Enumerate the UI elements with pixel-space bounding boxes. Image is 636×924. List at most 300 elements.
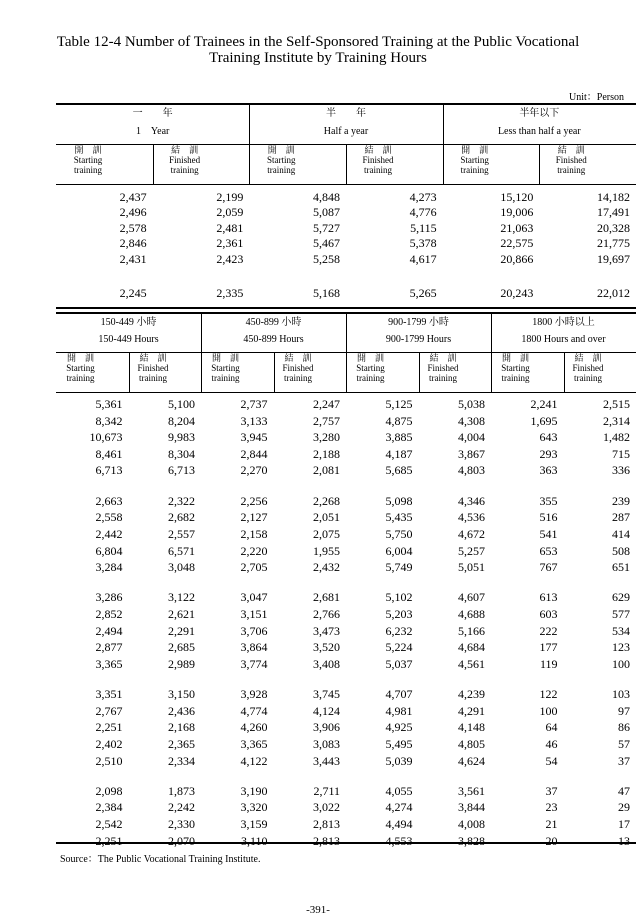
starting-training-header: Starting <box>460 155 489 165</box>
data-cell: 5,749 <box>385 560 413 575</box>
starting-training-header: training <box>501 373 530 383</box>
data-cell: 122 <box>539 687 558 702</box>
data-cell: 4,055 <box>385 783 413 798</box>
data-cell: 21,063 <box>500 220 534 235</box>
data-cell: 3,284 <box>95 560 123 575</box>
finished-training-header: training <box>170 165 199 175</box>
data-cell: 3,443 <box>313 753 340 768</box>
data-cell: 13 <box>618 833 630 848</box>
finished-training-header: training <box>557 165 586 175</box>
data-cell: 2,256 <box>240 493 268 508</box>
data-cell: 3,083 <box>313 736 340 751</box>
starting-training-header: training <box>356 373 385 383</box>
finished-training-header: 結 訓 <box>429 353 457 363</box>
column-divider <box>564 352 565 392</box>
data-cell: 20,328 <box>597 220 630 235</box>
data-cell: 22,575 <box>500 236 534 251</box>
finished-training-header: training <box>428 373 457 383</box>
data-cell: 8,304 <box>168 446 195 461</box>
data-cell: 2,199 <box>216 190 244 204</box>
finished-training-header: training <box>283 373 312 383</box>
data-cell: 2,542 <box>95 817 123 831</box>
data-cell: 2,251 <box>95 833 123 848</box>
data-cell: 4,148 <box>458 720 485 735</box>
data-cell: 123 <box>612 640 630 655</box>
rule-line <box>56 184 636 185</box>
table-title-line2: Training Institute by Training Hours <box>209 50 427 66</box>
data-cell: 4,607 <box>458 590 485 605</box>
data-cell: 23 <box>545 800 558 815</box>
starting-training-header: Starting <box>211 363 240 373</box>
column-divider <box>129 352 130 392</box>
group-header-en: Half a year <box>323 125 369 137</box>
data-cell: 2,432 <box>313 560 340 575</box>
data-cell: 2,220 <box>240 543 268 558</box>
data-cell: 767 <box>539 560 558 575</box>
group-header-en: 150-449 Hours <box>98 334 159 346</box>
column-divider <box>419 352 420 392</box>
data-cell: 6,713 <box>95 463 123 478</box>
data-cell: 3,110 <box>240 833 268 848</box>
data-cell: 5,102 <box>385 590 413 605</box>
starting-training-header: 開 訓 <box>356 353 384 363</box>
data-cell: 4,707 <box>385 687 413 702</box>
data-cell: 21,775 <box>597 236 630 251</box>
data-cell: 4,124 <box>313 703 340 718</box>
data-cell: 5,166 <box>458 623 485 638</box>
data-cell: 2,242 <box>168 800 195 815</box>
data-cell: 6,571 <box>168 543 195 558</box>
column-divider <box>153 144 154 184</box>
data-cell: 4,260 <box>240 720 268 735</box>
data-cell: 643 <box>539 430 558 445</box>
group-header-zh: 150-449 小時 <box>100 316 157 328</box>
data-cell: 577 <box>612 607 630 621</box>
data-cell: 2,877 <box>95 640 123 655</box>
data-cell: 4,805 <box>458 736 485 751</box>
data-cell: 37 <box>618 753 630 768</box>
data-cell: 2,442 <box>95 526 123 541</box>
data-cell: 363 <box>539 463 558 478</box>
data-cell: 2,685 <box>168 640 195 655</box>
data-cell: 2,268 <box>313 493 340 508</box>
data-cell: 9,983 <box>168 430 195 445</box>
data-cell: 4,981 <box>385 703 413 718</box>
data-cell: 2,365 <box>168 736 195 751</box>
data-cell: 3,133 <box>240 413 268 428</box>
data-cell: 2,270 <box>240 463 268 478</box>
group-header-en: Less than half a year <box>497 125 581 137</box>
table-title-line1: Table 12-4 Number of Trainees in the Self-Sponsored Training at the Public Vocational <box>56 34 580 50</box>
group-header-zh: 900-1799 小時 <box>388 316 449 328</box>
data-cell: 3,159 <box>240 817 268 831</box>
data-cell: 355 <box>539 493 558 508</box>
data-cell: 2,127 <box>240 510 268 525</box>
data-cell: 715 <box>612 446 630 461</box>
data-cell: 3,885 <box>385 430 413 445</box>
data-cell: 4,239 <box>458 687 485 702</box>
unit-label: Unit：Person <box>569 92 624 103</box>
data-cell: 239 <box>612 493 630 508</box>
data-cell: 287 <box>612 510 630 525</box>
data-cell: 22,012 <box>597 286 630 300</box>
data-cell: 8,204 <box>168 413 195 428</box>
data-cell: 541 <box>539 526 558 541</box>
data-cell: 2,075 <box>313 526 340 541</box>
data-cell: 1,695 <box>530 413 558 428</box>
data-cell: 5,258 <box>313 251 340 266</box>
starting-training-header: 開 訓 <box>74 145 102 155</box>
starting-training-header: training <box>267 165 296 175</box>
data-cell: 3,122 <box>168 590 195 605</box>
group-header-zh: 1800 小時以上 <box>532 316 595 328</box>
data-cell: 4,774 <box>240 703 268 718</box>
data-cell: 2,241 <box>530 397 558 411</box>
column-divider <box>539 144 540 184</box>
data-cell: 2,557 <box>168 526 195 541</box>
data-cell: 3,150 <box>168 687 195 702</box>
finished-training-header: Finished <box>572 363 604 373</box>
data-cell: 2,846 <box>119 236 147 251</box>
data-cell: 2,705 <box>240 560 268 575</box>
data-cell: 2,384 <box>95 800 123 815</box>
finished-training-header: training <box>573 373 602 383</box>
data-cell: 3,022 <box>313 800 340 815</box>
data-cell: 4,672 <box>458 526 485 541</box>
starting-training-header: training <box>66 373 95 383</box>
rule-line <box>56 307 636 309</box>
data-cell: 2,247 <box>313 397 340 411</box>
data-cell: 5,203 <box>385 607 413 621</box>
data-cell: 4,536 <box>458 510 485 525</box>
data-cell: 2,766 <box>313 607 340 621</box>
page-number: -391- <box>306 904 330 916</box>
data-cell: 508 <box>612 543 630 558</box>
data-cell: 2,361 <box>216 236 244 251</box>
finished-training-header: Finished <box>137 363 169 373</box>
data-cell: 516 <box>539 510 558 525</box>
data-cell: 3,190 <box>240 783 268 798</box>
data-cell: 3,828 <box>458 833 485 848</box>
data-cell: 2,098 <box>95 783 123 798</box>
starting-training-header: Starting <box>267 155 296 165</box>
data-cell: 100 <box>612 656 630 671</box>
group-header-zh: 半年以下 <box>519 107 560 119</box>
data-cell: 3,365 <box>240 736 268 751</box>
finished-training-header: 結 訓 <box>139 353 167 363</box>
data-cell: 2,682 <box>168 510 195 525</box>
data-cell: 2,251 <box>95 720 123 735</box>
data-cell: 2,852 <box>95 607 123 621</box>
data-cell: 5,257 <box>458 543 485 558</box>
data-cell: 651 <box>612 560 630 575</box>
starting-training-header: 開 訓 <box>267 145 295 155</box>
starting-training-header: training <box>460 165 489 175</box>
data-cell: 2,844 <box>240 446 268 461</box>
starting-training-header: 開 訓 <box>66 353 94 363</box>
data-cell: 4,308 <box>458 413 485 428</box>
data-cell: 1,873 <box>168 783 195 798</box>
data-cell: 3,561 <box>458 783 485 798</box>
starting-training-header: Starting <box>501 363 530 373</box>
starting-training-header: training <box>73 165 102 175</box>
data-cell: 20,866 <box>500 251 534 266</box>
data-cell: 653 <box>539 543 558 558</box>
data-cell: 4,187 <box>385 446 413 461</box>
data-cell: 5,087 <box>313 205 340 220</box>
data-cell: 613 <box>539 590 558 605</box>
finished-training-header: 結 訓 <box>557 145 585 155</box>
data-cell: 3,048 <box>168 560 195 575</box>
data-cell: 4,875 <box>385 413 413 428</box>
data-cell: 2,510 <box>95 753 123 768</box>
data-cell: 19,697 <box>597 251 630 266</box>
data-cell: 2,558 <box>95 510 123 525</box>
data-cell: 3,408 <box>313 656 340 671</box>
data-cell: 2,059 <box>216 205 244 220</box>
starting-training-header: 開 訓 <box>211 353 239 363</box>
data-cell: 2,081 <box>313 463 340 478</box>
data-cell: 2,757 <box>313 413 340 428</box>
data-cell: 4,274 <box>385 800 413 815</box>
data-cell: 5,168 <box>313 286 340 300</box>
data-cell: 2,322 <box>168 493 195 508</box>
data-cell: 3,745 <box>313 687 340 702</box>
data-cell: 293 <box>539 446 558 461</box>
starting-training-header: training <box>211 373 240 383</box>
data-cell: 17,491 <box>597 205 630 220</box>
data-cell: 3,320 <box>240 800 268 815</box>
data-cell: 2,402 <box>95 736 123 751</box>
finished-training-header: training <box>138 373 167 383</box>
data-cell: 534 <box>612 623 630 638</box>
data-cell: 20,243 <box>500 286 534 300</box>
data-cell: 2,767 <box>95 703 123 718</box>
data-cell: 5,098 <box>385 493 413 508</box>
data-cell: 47 <box>618 783 630 798</box>
data-cell: 3,945 <box>240 430 268 445</box>
data-cell: 3,365 <box>95 656 123 671</box>
group-header-en: 1 Year <box>135 125 170 137</box>
data-cell: 4,494 <box>385 817 413 831</box>
finished-training-header: 結 訓 <box>171 145 199 155</box>
data-cell: 2,158 <box>240 526 268 541</box>
data-cell: 4,803 <box>458 463 485 478</box>
data-cell: 2,711 <box>313 783 340 798</box>
finished-training-header: training <box>363 165 392 175</box>
group-header-en: 900-1799 Hours <box>385 334 452 346</box>
starting-training-header: Starting <box>356 363 385 373</box>
data-cell: 3,774 <box>240 656 268 671</box>
data-cell: 46 <box>545 736 558 751</box>
data-cell: 2,494 <box>95 623 123 638</box>
starting-training-header: 開 訓 <box>461 145 489 155</box>
data-cell: 14,182 <box>597 190 630 204</box>
data-cell: 4,925 <box>385 720 413 735</box>
data-cell: 29 <box>618 800 630 815</box>
data-cell: 57 <box>618 736 630 751</box>
data-cell: 4,684 <box>458 640 485 655</box>
data-cell: 2,481 <box>216 220 244 235</box>
data-cell: 603 <box>539 607 558 621</box>
data-cell: 1,955 <box>313 543 340 558</box>
data-cell: 2,070 <box>168 833 195 848</box>
finished-training-header: Finished <box>282 363 314 373</box>
data-cell: 6,713 <box>168 463 195 478</box>
data-cell: 2,436 <box>168 703 195 718</box>
data-cell: 5,115 <box>410 220 437 235</box>
data-cell: 3,864 <box>240 640 268 655</box>
group-header-zh: 一 年 <box>132 107 173 119</box>
data-cell: 86 <box>618 720 630 735</box>
starting-training-header: 開 訓 <box>501 353 529 363</box>
data-cell: 2,335 <box>216 286 244 300</box>
finished-training-header: 結 訓 <box>574 353 602 363</box>
data-cell: 21 <box>545 817 558 831</box>
data-cell: 3,351 <box>95 687 123 702</box>
data-cell: 2,737 <box>240 397 268 411</box>
data-cell: 97 <box>618 703 630 718</box>
group-header-zh: 半 年 <box>325 107 366 119</box>
data-cell: 3,706 <box>240 623 268 638</box>
data-cell: 2,168 <box>168 720 195 735</box>
data-cell: 2,245 <box>119 286 147 300</box>
data-cell: 5,038 <box>458 397 485 411</box>
data-cell: 10,673 <box>89 430 123 445</box>
data-cell: 5,039 <box>385 753 413 768</box>
data-cell: 17 <box>618 817 630 831</box>
data-cell: 1,482 <box>603 430 630 445</box>
column-divider <box>274 352 275 392</box>
data-cell: 2,334 <box>168 753 195 768</box>
data-cell: 119 <box>539 656 558 671</box>
data-cell: 2,423 <box>216 251 244 266</box>
data-cell: 3,280 <box>313 430 340 445</box>
data-cell: 6,804 <box>95 543 123 558</box>
data-cell: 5,685 <box>385 463 413 478</box>
data-cell: 4,004 <box>458 430 485 445</box>
data-cell: 4,848 <box>313 190 340 204</box>
group-header-zh: 450-899 小時 <box>245 316 302 328</box>
data-cell: 2,813 <box>313 833 340 848</box>
data-cell: 5,495 <box>385 736 413 751</box>
data-cell: 15,120 <box>500 190 534 204</box>
data-cell: 3,867 <box>458 446 485 461</box>
data-cell: 3,928 <box>240 687 268 702</box>
data-cell: 2,515 <box>603 397 630 411</box>
data-cell: 5,100 <box>168 397 195 411</box>
data-cell: 414 <box>612 526 630 541</box>
data-cell: 4,624 <box>458 753 485 768</box>
data-cell: 2,578 <box>119 220 147 235</box>
data-cell: 5,125 <box>385 397 413 411</box>
column-divider <box>346 144 347 184</box>
finished-training-header: 結 訓 <box>284 353 312 363</box>
data-cell: 5,750 <box>385 526 413 541</box>
starting-training-header: Starting <box>73 155 103 165</box>
data-cell: 4,346 <box>458 493 485 508</box>
data-cell: 3,520 <box>313 640 340 655</box>
data-cell: 2,431 <box>119 251 147 266</box>
data-cell: 6,232 <box>385 623 413 638</box>
data-cell: 2,330 <box>168 817 195 831</box>
data-cell: 4,553 <box>385 833 413 848</box>
data-cell: 4,122 <box>240 753 268 768</box>
source-note: Source：The Public Vocational Training Institute. <box>60 854 261 865</box>
data-cell: 177 <box>539 640 558 655</box>
data-cell: 5,265 <box>409 286 437 300</box>
data-cell: 37 <box>545 783 558 798</box>
data-cell: 2,291 <box>168 623 195 638</box>
data-cell: 3,906 <box>313 720 340 735</box>
data-cell: 4,776 <box>409 205 437 220</box>
data-cell: 336 <box>612 463 630 478</box>
data-cell: 3,844 <box>458 800 485 815</box>
data-cell: 5,224 <box>385 640 413 655</box>
data-cell: 2,621 <box>168 607 195 621</box>
data-cell: 629 <box>612 590 630 605</box>
data-cell: 3,473 <box>313 623 340 638</box>
data-cell: 5,378 <box>409 236 437 251</box>
rule-line <box>56 392 636 393</box>
data-cell: 4,291 <box>458 703 485 718</box>
data-cell: 2,188 <box>313 446 340 461</box>
data-cell: 5,051 <box>458 560 485 575</box>
data-cell: 19,006 <box>500 205 534 220</box>
finished-training-header: Finished <box>169 155 201 165</box>
data-cell: 5,361 <box>95 397 123 411</box>
data-cell: 5,435 <box>385 510 413 525</box>
finished-training-header: Finished <box>362 155 394 165</box>
data-cell: 5,037 <box>385 656 413 671</box>
data-cell: 2,496 <box>119 205 147 220</box>
data-cell: 2,989 <box>168 656 195 671</box>
data-cell: 4,561 <box>458 656 485 671</box>
data-cell: 103 <box>612 687 630 702</box>
finished-training-header: Finished <box>555 155 587 165</box>
data-cell: 2,663 <box>95 493 123 508</box>
data-cell: 20 <box>545 833 558 848</box>
data-cell: 64 <box>545 720 558 735</box>
group-header-en: 1800 Hours and over <box>521 334 606 346</box>
data-cell: 222 <box>539 623 558 638</box>
data-cell: 54 <box>545 753 558 768</box>
data-cell: 3,047 <box>240 590 268 605</box>
data-cell: 8,461 <box>95 446 123 461</box>
data-cell: 2,051 <box>313 510 340 525</box>
data-cell: 3,151 <box>240 607 268 621</box>
data-cell: 4,688 <box>458 607 485 621</box>
data-cell: 8,342 <box>95 413 123 428</box>
group-header-en: 450-899 Hours <box>243 334 304 346</box>
data-cell: 2,681 <box>313 590 340 605</box>
finished-training-header: Finished <box>427 363 459 373</box>
data-cell: 6,004 <box>385 543 413 558</box>
data-cell: 100 <box>539 703 558 718</box>
rule-line <box>56 103 636 105</box>
data-cell: 5,467 <box>313 236 340 251</box>
starting-training-header: Starting <box>66 363 95 373</box>
data-cell: 4,273 <box>409 190 437 204</box>
data-cell: 2,314 <box>603 413 630 428</box>
data-cell: 4,617 <box>409 251 437 266</box>
data-cell: 4,008 <box>458 817 485 831</box>
finished-training-header: 結 訓 <box>364 145 392 155</box>
data-cell: 2,813 <box>313 817 340 831</box>
data-cell: 3,286 <box>95 590 123 605</box>
data-cell: 5,727 <box>313 220 340 235</box>
data-cell: 2,437 <box>119 190 147 204</box>
